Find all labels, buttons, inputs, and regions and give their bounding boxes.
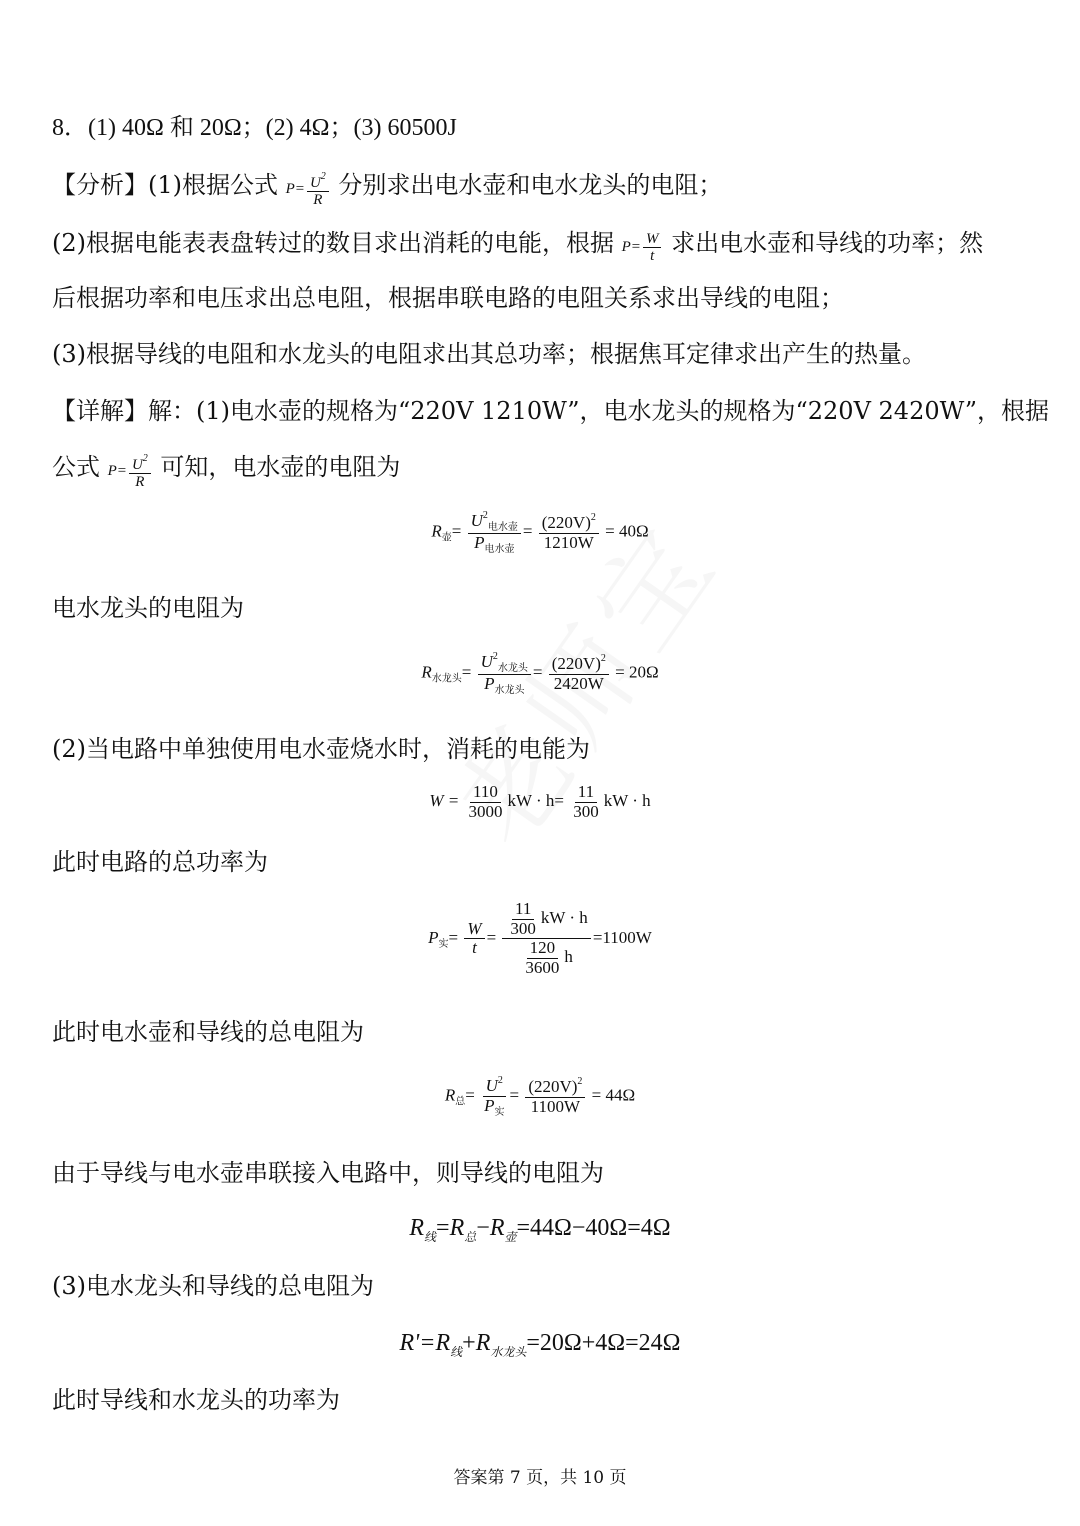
page-footer: 答案第 7 页，共 10 页 [453,1468,627,1488]
detail-tag: 【详解】 [52,397,148,425]
text-power: 此时导线和水龙头的功率为 [52,1386,340,1414]
analysis-line-1: 【分析】(1)根据公式 P= $\frac{U^2}{R}$ 分别求出电水壶和电水龙头的电阻； [52,170,723,209]
text-total-resistance: 此时电水壶和导线的总电阻为 [52,1018,364,1046]
formula-power-wt-inline: P= $\frac{W}{t}$ [622,239,664,255]
answer-text: (1) 40Ω 和 20Ω；(2) 4Ω；(3) 60500J [88,115,457,141]
text-faucet-resistance: 电水龙头的电阻为 [52,594,244,622]
analysis-tag: 【分析】 [52,171,148,199]
analysis-line-3: 后根据功率和电压求出总电阻，根据串联电路的电阻关系求出导线的电阻； [52,284,844,312]
answer-line [52,113,457,143]
detail-line-2: 公式 P= $\frac{U^2}{R}$ 可知，电水壶的电阻为 [52,452,401,491]
formula-power-inline: P= $\frac{U^2}{R}$ [286,181,331,197]
detail-line-1: 【详解】解：(1)电水壶的规格为“220V 1210W”，电水龙头的规格为“220V 2420W”，根据 [52,397,1049,425]
analysis-line-4: (3)根据导线的电阻和水龙头的电阻求出其总功率；根据焦耳定律求出产生的热量。 [52,340,926,368]
text-part3: (3)电水龙头和导线的总电阻为 [52,1272,374,1300]
equation-energy: W = $\frac{110}{3000}$ kW · h= $\frac{11}{300}$ kW · h [429,782,651,821]
equation-kettle-resistance: $R_壶=$ $\frac{U^2_{电水壶}}{P_{电水壶}}$ = $\frac{(220V)^2}{1210W}$ = 40Ω [431,510,649,555]
equation-faucet-resistance: $R_{水龙头}=$ $\frac{U^2_{水龙头}}{P_{水龙头}}$ = $\frac{(220V)^2}{2420W}$ = 20Ω [421,651,659,696]
equation-wire-resistance: $R_线=R_总-R_壶=44\Omega-40\Omega=4\Omega$ [409,1215,671,1244]
formula-power-inline-2: P= $\frac{U^2}{R}$ [108,463,153,479]
equation-actual-power: $P_实=$ $\frac{W}{t}$ = $\frac{11}{300}$ kW · h $\frac{120}{3600}$ h =1100W [428,899,652,978]
analysis-line-2: (2)根据电能表表盘转过的数目求出消耗的电能，根据 P= $\frac{W}{t}$ 求出电水壶和导线的功率；然 [52,229,984,265]
equation-total-resistance: $R_总=$ $\frac{U^2}{P_实}$ = $\frac{(220V)^2}{1100W}$ = 44Ω [444,1075,636,1118]
text-total-power: 此时电路的总功率为 [52,848,268,876]
equation-combined-resistance: $R'=R_线+R_{水龙头}=20\Omega+4\Omega=24\Omega$ [399,1330,681,1359]
text-wire-resistance: 由于导线与电水壶串联接入电路中，则导线的电阻为 [52,1159,604,1187]
question-number: 8． [52,115,88,141]
text-part2: (2)当电路中单独使用电水壶烧水时，消耗的电能为 [52,735,590,763]
